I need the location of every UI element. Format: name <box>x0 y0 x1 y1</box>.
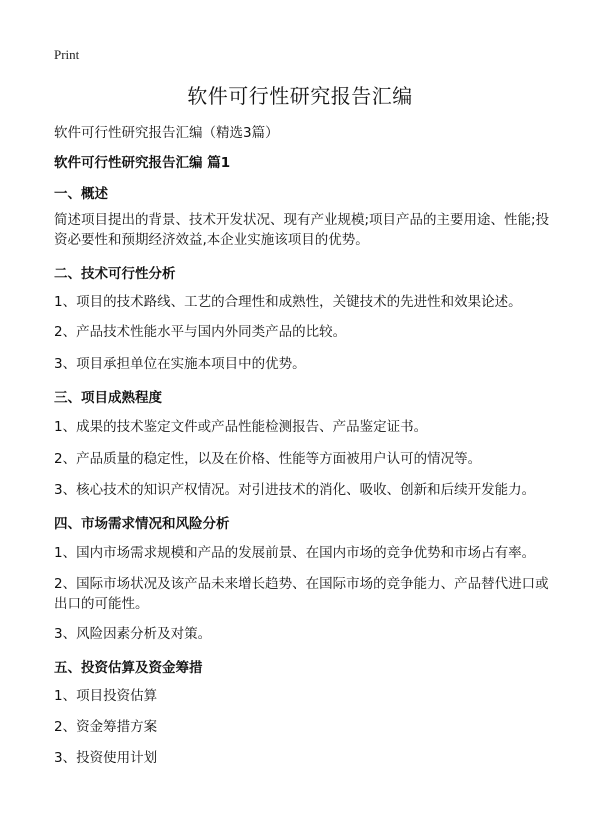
overview-paragraph: 简述项目提出的背景、技术开发状况、现有产业规模;项目产品的主要用途、性能;投资必要性和预期经济效益,本企业实施该项目的优势。 <box>54 212 550 248</box>
section-heading-maturity: 三、项目成熟程度 <box>54 390 162 406</box>
document-subtitle: 软件可行性研究报告汇编（精选3篇） <box>54 125 279 141</box>
technical-item-1: 1、项目的技术路线、工艺的合理性和成熟性，关键技术的先进性和效果论述。 <box>54 294 522 310</box>
maturity-item-3: 3、核心技术的知识产权情况。对引进技术的消化、吸收、创新和后续开发能力。 <box>54 482 536 498</box>
section-heading-overview: 一、概述 <box>54 186 108 202</box>
article-heading: 软件可行性研究报告汇编 篇1 <box>54 155 231 171</box>
technical-item-3: 3、项目承担单位在实施本项目中的优势。 <box>54 356 306 372</box>
market-item-2: 2、国际市场状况及该产品未来增长趋势、在国际市场的竞争能力、产品替代进口或出口的可能性。 <box>54 576 549 612</box>
market-item-1: 1、国内市场需求规模和产品的发展前景、在国内市场的竞争优势和市场占有率。 <box>54 545 536 561</box>
document-title: 软件可行性研究报告汇编 <box>187 84 413 108</box>
section-heading-technical: 二、技术可行性分析 <box>54 266 176 282</box>
investment-item-2: 2、资金筹措方案 <box>54 719 158 735</box>
section-heading-market: 四、市场需求情况和风险分析 <box>54 516 230 532</box>
investment-item-1: 1、项目投资估算 <box>54 688 158 704</box>
print-label: Print <box>54 47 80 62</box>
market-item-3: 3、风险因素分析及对策。 <box>54 626 212 642</box>
technical-item-2: 2、产品技术性能水平与国内外同类产品的比较。 <box>54 324 347 340</box>
investment-item-3: 3、投资使用计划 <box>54 750 158 766</box>
maturity-item-2: 2、产品质量的稳定性，以及在价格、性能等方面被用户认可的情况等。 <box>54 451 482 467</box>
section-heading-investment: 五、投资估算及资金筹措 <box>54 660 203 676</box>
maturity-item-1: 1、成果的技术鉴定文件或产品性能检测报告、产品鉴定证书。 <box>54 419 428 435</box>
